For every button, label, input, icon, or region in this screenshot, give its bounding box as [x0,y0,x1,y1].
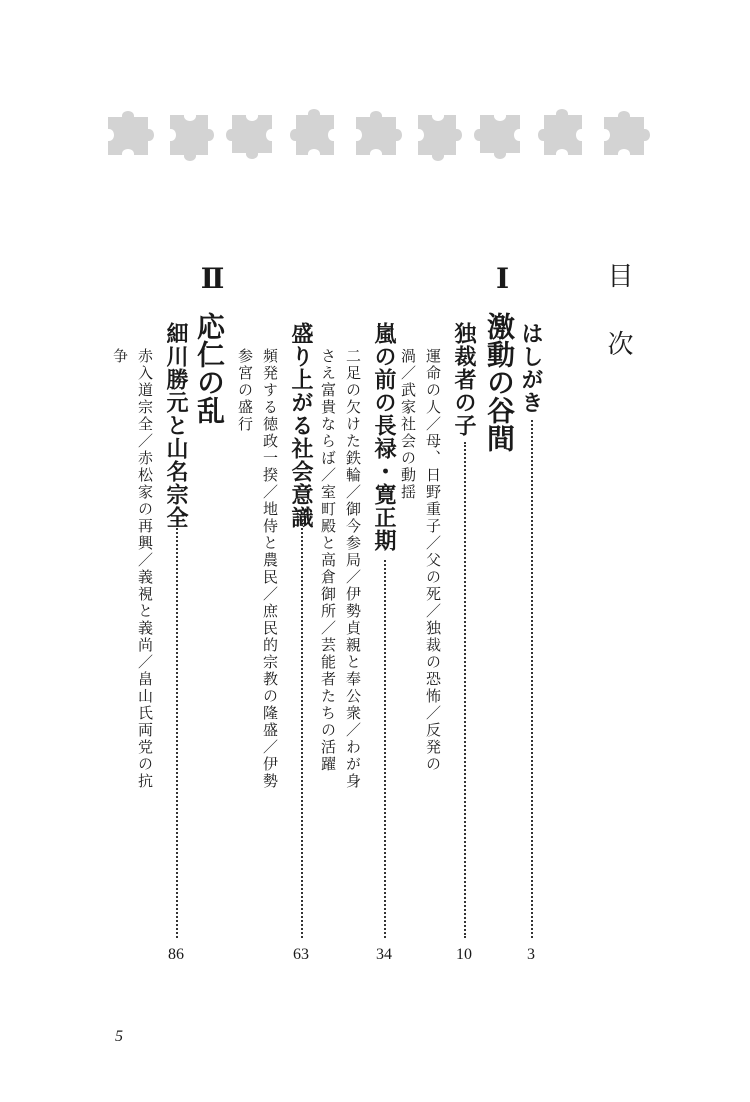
chapter-subtopics: 頻発する徳政一揆／地侍と農民／庶民的宗教の隆盛／伊勢 [261,348,279,790]
page-folio: 5 [115,1028,123,1045]
toc-leader [531,420,533,938]
chapter-subtopics: 二足の欠けた鉄輪／御今参局／伊勢貞親と奉公衆／わが身 [344,348,362,790]
chapter-subtopics: 運命の人／母、日野重子／父の死／独裁の恐怖／反発の [424,348,442,773]
toc-page-number: 86 [168,946,184,963]
part-title: 応仁の乱 [193,312,226,424]
part-numeral: Ⅰ [486,262,519,295]
chapter-subtopics: 争 [111,348,129,365]
chapter-title: 盛り上がる社会意識 [288,322,314,529]
puzzle-piece-icon [474,115,520,159]
toc-leader [176,528,178,938]
puzzle-piece-icon [356,111,402,155]
puzzle-decoration-row [100,100,660,170]
toc-page-number: 10 [456,946,472,963]
chapter-subtopics: さえ富貴ならば／室町殿と高倉御所／芸能者たちの活躍 [319,348,337,773]
puzzle-piece-icon [170,115,214,161]
toc-heading: 目 次 [603,262,633,362]
chapter-title: 独裁者の子 [451,322,477,437]
toc-leader [301,520,303,938]
toc-leader [384,560,386,938]
part-numeral: Ⅱ [196,262,229,295]
puzzle-piece-icon [418,115,462,161]
toc-page-number: 3 [527,946,535,963]
puzzle-piece-icon [226,115,272,159]
part-title: 激動の谷間 [483,312,516,452]
chapter-title: 嵐の前の長禄・寛正期 [371,322,397,552]
toc-leader [464,442,466,938]
puzzle-piece-icon [538,109,582,155]
toc-page-number: 63 [293,946,309,963]
chapter-subtopics: 赤入道宗全／赤松家の再興／義視と義尚／畠山氏両党の抗 [136,348,154,790]
chapter-title: 細川勝元と山名宗全 [163,322,189,529]
chapter-subtopics: 参宮の盛行 [236,348,254,433]
puzzle-piece-icon [604,111,650,155]
puzzle-piece-icon [108,111,154,155]
toc-hashigaki-title: はしがき [518,322,544,414]
chapter-subtopics: 渦／武家社会の動揺 [399,348,417,501]
toc-page-number: 34 [376,946,392,963]
puzzle-piece-icon [290,109,334,155]
